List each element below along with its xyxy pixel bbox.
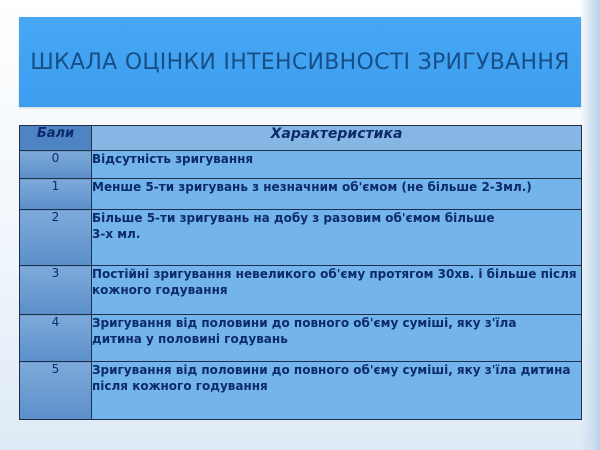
row-description: Зригування від половини до повного об'єму суміші, яку з'їла дитина у половині годувань xyxy=(92,315,582,362)
table-row xyxy=(20,266,582,315)
row-score: 3 xyxy=(20,266,92,315)
row-score: 0 xyxy=(20,151,92,179)
table-row xyxy=(20,210,582,266)
table-row xyxy=(20,179,582,210)
table-row xyxy=(20,151,582,179)
row-description: Відсутність зригування xyxy=(92,151,582,179)
header-description: Характеристика xyxy=(92,126,582,151)
decorative-side-gradient xyxy=(580,0,600,450)
table-row xyxy=(20,362,582,420)
table-row xyxy=(20,315,582,362)
row-description: Менше 5-ти зригувань з незначним об'ємом (не більше 2-3мл.) xyxy=(92,179,582,210)
header-score: Бали xyxy=(20,126,92,151)
row-score: 2 xyxy=(20,210,92,266)
row-score: 5 xyxy=(20,362,92,420)
row-description: Зригування від половини до повного об'єму суміші, яку з'їла дитина після кожного годування xyxy=(92,362,582,420)
row-score: 1 xyxy=(20,179,92,210)
row-description: Більше 5-ти зригувань на добу з разовим об'ємом більше 3-х мл. xyxy=(92,210,582,266)
row-description: Постійні зригування невеликого об'єму протягом 30хв. і більше після кожного годування xyxy=(92,266,582,315)
page-title: ШКАЛА ОЦІНКИ ІНТЕНСИВНОСТІ ЗРИГУВАННЯ xyxy=(30,49,570,75)
row-score: 4 xyxy=(20,315,92,362)
title-banner xyxy=(19,17,581,107)
regurgitation-scale-table xyxy=(19,125,582,420)
table-header-row xyxy=(20,126,582,151)
